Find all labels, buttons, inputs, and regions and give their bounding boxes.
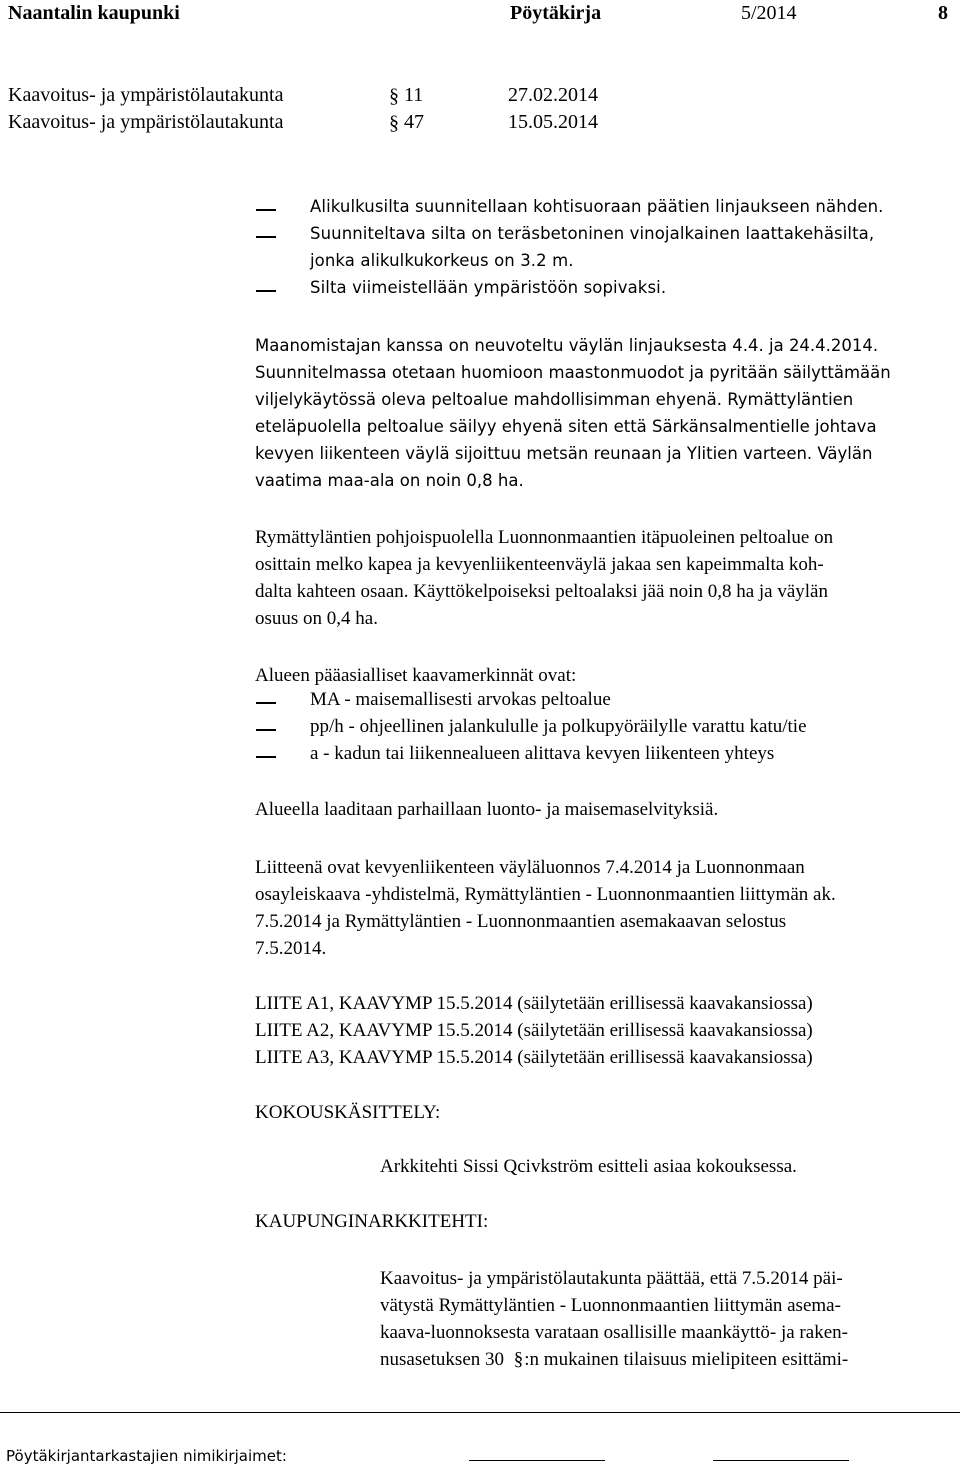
initials-line-1 — [469, 1460, 605, 1461]
paragraph-line: 7.5.2014. — [255, 938, 327, 959]
page-number: 8 — [938, 2, 948, 24]
attachment-item: LIITE A3, KAAVYMP 15.5.2014 (säilytetään erillisessä kaavakansiossa) — [255, 1047, 813, 1068]
paragraph-line: nusasetuksen 30 §:n mukainen tilaisuus mielipiteen esittämi- — [380, 1349, 849, 1370]
paragraph-line: viljelykäytössä oleva peltoalue mahdollisimman ehyenä. Rymättyläntien — [255, 390, 854, 409]
section-number: 11 — [404, 84, 424, 106]
dash-bullet — [256, 756, 276, 758]
paragraph-line: Liitteenä ovat kevyenliikenteen väyläluonnos 7.4.2014 ja Luonnonmaan — [255, 857, 805, 878]
section-number: 47 — [404, 111, 424, 133]
list-item: a - kadun tai liikennealueen alittava kevyen liikenteen yhteys — [310, 743, 775, 764]
paragraph-line: Rymättyläntien pohjoispuolella Luonnonmaantien itäpuoleinen peltoalue on — [255, 527, 834, 548]
svg-text:§: § — [389, 113, 399, 133]
footer-divider — [0, 1412, 960, 1413]
paragraph-line: kaava-luonnoksesta varataan osallisille maankäyttö- ja raken- — [380, 1322, 848, 1343]
list-item: Suunniteltava silta on teräsbetoninen vinojalkainen laattakehäsilta, — [310, 224, 875, 243]
paragraph-line: osayleiskaava -yhdistelmä, Rymättyläntien - Luonnonmaantien liittymän ak. — [255, 884, 836, 905]
list-item: Silta viimeistellään ympäristöön sopivaksi. — [310, 278, 667, 297]
board-name: Kaavoitus- ja ympäristölautakunta — [8, 111, 284, 133]
section-sign-icon — [388, 113, 402, 133]
dash-bullet — [256, 209, 276, 211]
paragraph-line: Maanomistajan kanssa on neuvoteltu väylän linjauksesta 4.4. ja 24.4.2014. — [255, 336, 879, 355]
document-type: Pöytäkirja — [510, 2, 602, 24]
list-item-continuation: jonka alikulkukorkeus on 3.2 m. — [310, 251, 574, 270]
meeting-date: 15.05.2014 — [508, 111, 598, 133]
list-item: pp/h - ohjeellinen jalankululle ja polkupyöräilylle varattu katu/tie — [310, 716, 807, 737]
city-architect-proposal — [380, 1265, 848, 1373]
dash-bullet — [256, 702, 276, 704]
paragraph-line: dalta kahteen osaan. Käyttökelpoiseksi peltoalaksi jää noin 0,8 ha ja väylän — [255, 581, 828, 602]
initials-label: Pöytäkirjantarkastajien nimikirjaimet: — [6, 1447, 287, 1465]
northern-area-paragraph — [255, 524, 960, 632]
negotiation-paragraph — [255, 332, 891, 494]
paragraph-line: osuus on 0,4 ha. — [255, 608, 378, 629]
municipality-name: Naantalin kaupunki — [8, 2, 180, 24]
attachment-item: LIITE A1, KAAVYMP 15.5.2014 (säilytetään erillisessä kaavakansiossa) — [255, 993, 813, 1014]
dash-bullet — [256, 290, 276, 292]
paragraph-line: Suunnitelmassa otetaan huomioon maastonmuodot ja pyritään säilyttämään — [255, 363, 891, 382]
meeting-handling-text: Arkkitehti Sissi Qcivkström esitteli asiaa kokouksessa. — [380, 1156, 797, 1177]
paragraph-line: vaatima maa-ala on noin 0,8 ha. — [255, 471, 524, 490]
paragraph-line: osittain melko kapea ja kevyenliikenteenväylä jakaa sen kapeimmalta koh- — [255, 554, 824, 575]
list-item: Alikulkusilta suunnitellaan kohtisuoraan päätien linjaukseen nähden. — [310, 197, 884, 216]
paragraph-line: vätystä Rymättyläntien - Luonnonmaantien liittymän asema- — [380, 1295, 841, 1316]
meeting-date: 27.02.2014 — [508, 84, 598, 106]
document-number: 5/2014 — [741, 2, 797, 24]
dash-bullet — [256, 236, 276, 238]
paragraph-line: eteläpuolella peltoalue säilyy ehyenä siten että Särkänsalmentielle johtava — [255, 417, 877, 436]
paragraph-line: Kaavoitus- ja ympäristölautakunta päättää, että 7.5.2014 päi- — [380, 1268, 843, 1289]
section-sign-icon: § — [513, 1349, 524, 1370]
meeting-handling-label: KOKOUSKÄSITTELY: — [255, 1102, 441, 1123]
markings-intro: Alueen pääasialliset kaavamerkinnät ovat: — [255, 665, 577, 686]
initials-line-2 — [713, 1460, 849, 1461]
attachment-item: LIITE A2, KAAVYMP 15.5.2014 (säilytetään erillisessä kaavakansiossa) — [255, 1020, 813, 1041]
svg-text:§: § — [389, 86, 399, 106]
attachment-list — [255, 990, 960, 1071]
survey-note: Alueella laaditaan parhaillaan luonto- ja maisemaselvityksiä. — [255, 799, 719, 820]
section-sign-icon — [388, 86, 402, 106]
dash-bullet — [256, 729, 276, 731]
paragraph-line: kevyen liikenteen väylä sijoittuu metsän reunaan ja Ylitien varteen. Väylän — [255, 444, 873, 463]
attachments-paragraph — [255, 854, 960, 962]
paragraph-line: 7.5.2014 ja Rymättyläntien - Luonnonmaantien asemakaavan selostus — [255, 911, 787, 932]
city-architect-label: KAUPUNGINARKKITEHTI: — [255, 1211, 489, 1232]
board-name: Kaavoitus- ja ympäristölautakunta — [8, 84, 284, 106]
list-item: MA - maisemallisesti arvokas peltoalue — [310, 689, 611, 710]
